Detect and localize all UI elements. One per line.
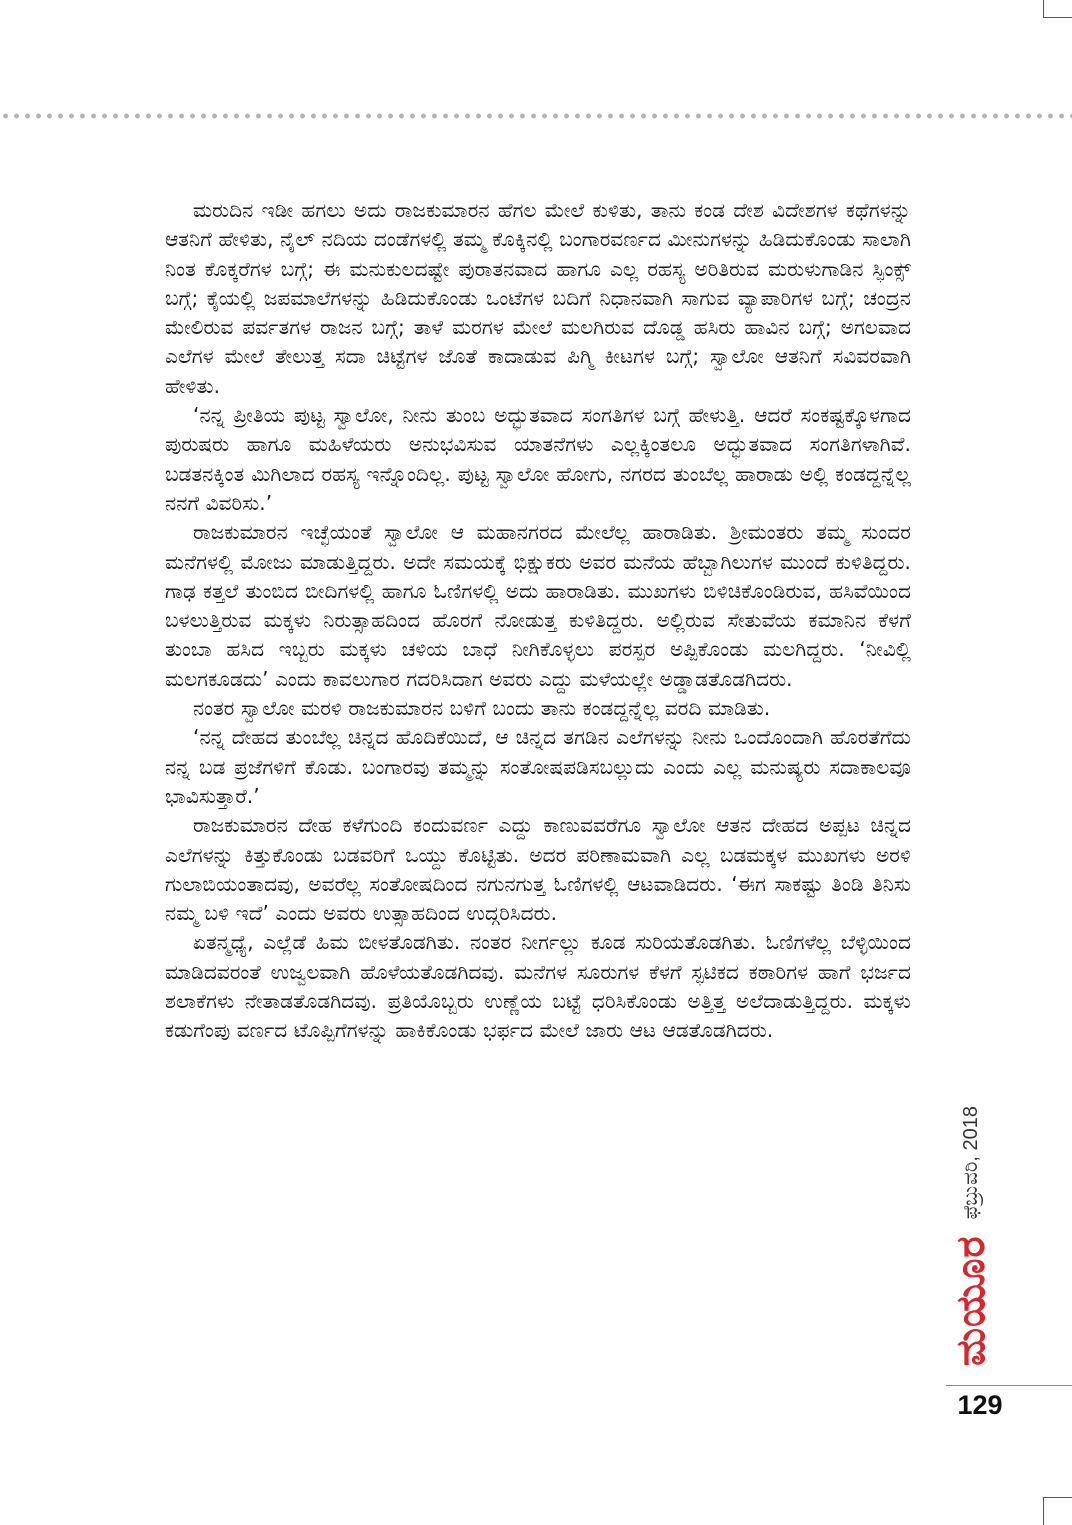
paragraph-6: ರಾಜಕುಮಾರನ ದೇಹ ಕಳೆಗುಂದಿ ಕಂದುವರ್ಣ ಎದ್ದು ಕಾಣುವವರೆಗೂ ಸ್ವಾಲೋ ಆತನ ದೇಹದ ಅಪ್ಪಟ ಚಿನ್ನದ ಎಲೆಗಳನ್ನು ಕಿತ್ತುಕೊಂಡು ಬಡವರಿಗೆ ಒಯ್ದು ಕೊಟ್ಟಿತು. ಅದರ ಪರಿಣಾಮವಾಗಿ ಎಲ್ಲ ಬಡಮಕ್ಕಳ ಮುಖಗಳು ಅರಳಿ ಗುಲಾಬಿಯಂತಾದವು, ಅವರೆಲ್ಲ ಸಂತೋಷದಿಂದ ನಗುನಗುತ್ತ ಓಣಿಗಳಲ್ಲಿ ಆಟವಾಡಿದರು. ‘ಈಗ ಸಾಕಷ್ಟು ತಿಂಡಿ ತಿನಿಸು ನಮ್ಮ ಬಳಿ ಇದೆ’ ಎಂದು ಅವರು ಉತ್ಸಾಹದಿಂದ ಉದ್ಗರಿಸಿದರು. bbox=[165, 813, 911, 926]
dotted-divider bbox=[0, 112, 1072, 120]
crop-mark-top bbox=[1043, 0, 1072, 18]
page-number-rule bbox=[946, 1385, 1072, 1386]
paragraph-1: ಮರುದಿನ ಇಡೀ ಹಗಲು ಅದು ರಾಜಕುಮಾರನ ಹೆಗಲ ಮೇಲೆ ಕುಳಿತು, ತಾನು ಕಂಡ ದೇಶ ವಿದೇಶಗಳ ಕಥೆಗಳನ್ನು ಆತನಿಗೆ ಹೇಳಿತು, ನೈಲ್ ನದಿಯ ದಂಡೆಗಳಲ್ಲಿ ತಮ್ಮ ಕೊಕ್ಕಿನಲ್ಲಿ ಬಂಗಾರವರ್ಣದ ಮೀನುಗಳನ್ನು ಹಿಡಿದುಕೊಂಡು ಸಾಲಾಗಿ ನಿಂತ ಕೊಕ್ಕರೆಗಳ ಬಗ್ಗೆ; ಈ ಮನುಕುಲದಷ್ಟೇ ಪುರಾತನವಾದ ಹಾಗೂ ಎಲ್ಲ ರಹಸ್ಯ ಅರಿತಿರುವ ಮರುಳುಗಾಡಿನ ಸ್ಫಿಂಕ್ಸ್ ಬಗ್ಗೆ; ಕೈಯಲ್ಲಿ ಜಪಮಾಲೆಗಳನ್ನು ಹಿಡಿದುಕೊಂಡು ಒಂಟೆಗಳ ಬದಿಗೆ ನಿಧಾನವಾಗಿ ಸಾಗುವ ವ್ಯಾಪಾರಿಗಳ ಬಗ್ಗೆ; ಚಂದ್ರನ ಮೇಲಿರುವ ಪರ್ವತಗಳ ರಾಜನ ಬಗ್ಗೆ; ತಾಳೆ ಮರಗಳ ಮೇಲೆ ಮಲಗಿರುವ ದೊಡ್ಡ ಹಸಿರು ಹಾವಿನ ಬಗ್ಗೆ; ಅಗಲವಾದ ಎಲೆಗಳ ಮೇಲೆ ತೇಲುತ್ತ ಸದಾ ಚಿಟ್ಟೆಗಳ ಜೊತೆ ಕಾದಾಡುವ ಪಿಗ್ಮಿ ಕೀಟಗಳ ಬಗ್ಗೆ; ಸ್ವಾಲೋ ಆತನಿಗೆ ಸವಿವರವಾಗಿ ಹೇಳಿತು. bbox=[165, 198, 911, 398]
paragraph-7: ಏತನ್ಮಧ್ಯೆ, ಎಲ್ಲೆಡೆ ಹಿಮ ಬೀಳತೊಡಗಿತು. ನಂತರ ನೀರ್ಗಲ್ಲು ಕೂಡ ಸುರಿಯತೊಡಗಿತು. ಓಣಿಗಳೆಲ್ಲ ಬೆಳ್ಳಿಯಿಂದ ಮಾಡಿದವರಂತೆ ಉಜ್ವಲವಾಗಿ ಹೊಳೆಯತೊಡಗಿದವು. ಮನೆಗಳ ಸೂರುಗಳ ಕೆಳಗೆ ಸ್ಫಟಿಕದ ಕಠಾರಿಗಳ ಹಾಗೆ ಭರ್ಜದ ಶಲಾಕೆಗಳು ನೇತಾಡತೊಡಗಿದವು. ಪ್ರತಿಯೊಬ್ಬರು ಉಣ್ಣೆಯ ಬಟ್ಟೆ ಧರಿಸಿಕೊಂಡು ಅತ್ತಿತ್ತ ಅಲೆದಾಡುತ್ತಿದ್ದರು. ಮಕ್ಕಳು ಕಡುಗೆಂಪು ವರ್ಣದ ಟೊಪ್ಪಿಗೆಗಳನ್ನು ಹಾಕಿಕೊಂಡು ಭರ್ಫದ ಮೇಲೆ ಜಾರು ಆಟ ಆಡತೊಡಗಿದರು. bbox=[165, 930, 911, 1043]
issue-date: ಫೆಬ್ರುವರಿ, 2018 bbox=[959, 1106, 982, 1220]
magazine-sidebar bbox=[935, 1095, 1007, 1377]
magazine-logo: ಮಯೂರ bbox=[948, 1235, 994, 1366]
page-number: 129 bbox=[957, 1390, 1003, 1420]
paragraph-2: ‘ನನ್ನ ಪ್ರೀತಿಯ ಪುಟ್ಟ ಸ್ವಾಲೋ, ನೀನು ತುಂಬ ಅದ್ಭುತವಾದ ಸಂಗತಿಗಳ ಬಗ್ಗೆ ಹೇಳುತ್ತಿ. ಆದರೆ ಸಂಕಷ್ಟಕ್ಕೊಳಗಾದ ಪುರುಷರು ಹಾಗೂ ಮಹಿಳೆಯರು ಅನುಭವಿಸುವ ಯಾತನೆಗಳು ಎಲ್ಲಕ್ಕಿಂತಲೂ ಅದ್ಭುತವಾದ ಸಂಗತಿಗಳಾಗಿವೆ. ಬಡತನಕ್ಕಿಂತ ಮಿಗಿಲಾದ ರಹಸ್ಯ ಇನ್ನೊಂದಿಲ್ಲ. ಪುಟ್ಟ ಸ್ವಾಲೋ ಹೋಗು, ನಗರದ ತುಂಬೆಲ್ಲ ಹಾರಾಡು ಅಲ್ಲಿ ಕಂಡದ್ದನ್ನೆಲ್ಲ ನನಗೆ ವಿವರಿಸು.’ bbox=[165, 403, 911, 515]
paragraph-5: ‘ನನ್ನ ದೇಹದ ತುಂಬೆಲ್ಲ ಚಿನ್ನದ ಹೊದಿಕೆಯಿದೆ, ಆ ಚಿನ್ನದ ತಗಡಿನ ಎಲೆಗಳನ್ನು ನೀನು ಒಂದೊಂದಾಗಿ ಹೊರತೆಗೆದು ನನ್ನ ಬಡ ಪ್ರಜೆಗಳಿಗೆ ಕೊಡು. ಬಂಗಾರವು ತಮ್ಮನ್ನು ಸಂತೋಷಪಡಿಸಬಲ್ಲುದು ಎಂದು ಎಲ್ಲ ಮನುಷ್ಯರು ಸದಾಕಾಲವೂ ಭಾವಿಸುತ್ತಾರೆ.’ bbox=[165, 725, 911, 808]
paragraph-3: ರಾಜಕುಮಾರನ ಇಚ್ಛೆಯಂತೆ ಸ್ವಾಲೋ ಆ ಮಹಾನಗರದ ಮೇಲೆಲ್ಲ ಹಾರಾಡಿತು. ಶ್ರೀಮಂತರು ತಮ್ಮ ಸುಂದರ ಮನೆಗಳಲ್ಲಿ ಮೋಜು ಮಾಡುತ್ತಿದ್ದರು. ಅದೇ ಸಮಯಕ್ಕೆ ಭಿಕ್ಷುಕರು ಅವರ ಮನೆಯ ಹೆಬ್ಬಾಗಿಲುಗಳ ಮುಂದೆ ಕುಳಿತಿದ್ದರು. ಗಾಢ ಕತ್ತಲೆ ತುಂಬಿದ ಬೀದಿಗಳಲ್ಲಿ ಹಾಗೂ ಓಣಿಗಳಲ್ಲಿ ಅದು ಹಾರಾಡಿತು. ಮುಖಗಳು ಬಿಳಿಚಿಕೊಂಡಿರುವ, ಹಸಿವೆಯಿಂದ ಬಳಲುತ್ತಿರುವ ಮಕ್ಕಳು ನಿರುತ್ಸಾಹದಿಂದ ಹೊರಗೆ ನೋಡುತ್ತ ಕುಳಿತಿದ್ದರು. ಅಲ್ಲಿರುವ ಸೇತುವೆಯ ಕಮಾನಿನ ಕೆಳಗೆ ತುಂಬಾ ಹಸಿದ ಇಬ್ಬರು ಮಕ್ಕಳು ಚಳಿಯ ಬಾಧೆ ನೀಗಿಕೊಳ್ಳಲು ಪರಸ್ಪರ ಅಪ್ಪಿಕೊಂಡು ಮಲಗಿದ್ದರು. ‘ನೀವಿಲ್ಲಿ ಮಲಗಕೂಡದು’ ಎಂದು ಕಾವಲುಗಾರ ಗದರಿಸಿದಾಗ ಅವರು ಎದ್ದು ಮಳೆಯಲ್ಲೇ ಅಡ್ಡಾಡತೊಡಗಿದರು. bbox=[165, 520, 911, 691]
crop-mark-bottom bbox=[1043, 1497, 1072, 1525]
sidebar-rotated bbox=[948, 1106, 994, 1366]
article-body bbox=[165, 196, 911, 1046]
paragraph-4: ನಂತರ ಸ್ವಾಲೋ ಮರಳಿ ರಾಜಕುಮಾರನ ಬಳಿಗೆ ಬಂದು ತಾನು ಕಂಡದ್ದನ್ನೆಲ್ಲ ವರದಿ ಮಾಡಿತು. bbox=[193, 696, 771, 721]
